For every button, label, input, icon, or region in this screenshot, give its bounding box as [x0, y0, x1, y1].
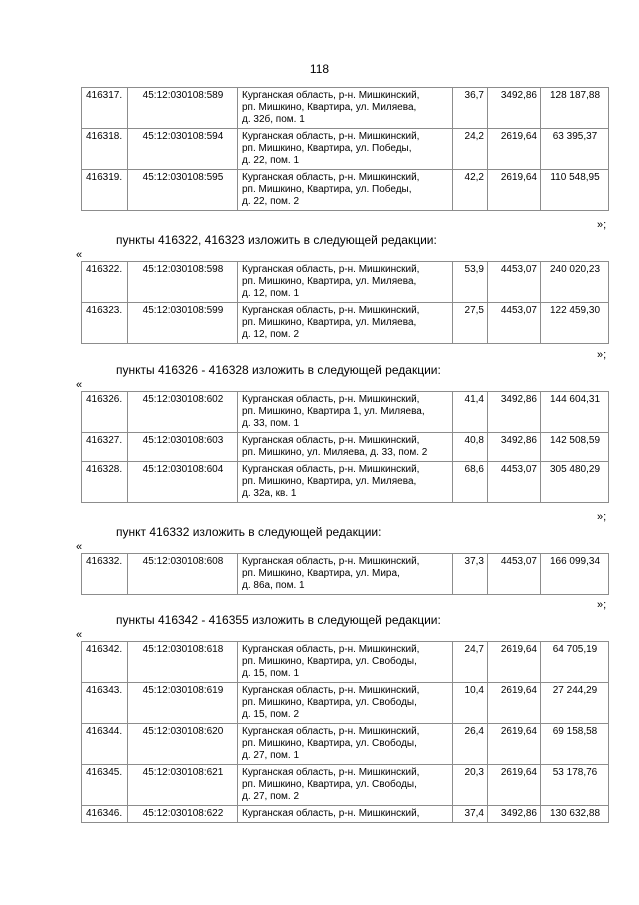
cadastral-number-cell: 45:12:030108:599: [128, 303, 238, 344]
item-number-cell: 416346.: [82, 806, 128, 823]
table-row: [82, 170, 609, 211]
address-line: Курганская область, р-н. Мишкинский,: [242, 131, 420, 142]
address-line: рп. Мишкино, ул. Миляева, д. 33, пом. 2: [242, 447, 428, 458]
area-cell: 24,7: [453, 642, 488, 683]
address-cell: [238, 303, 453, 344]
address-line: рп. Мишкино, Квартира, ул. Миляева,: [242, 317, 417, 328]
value-cell: 240 020,23: [541, 262, 609, 303]
address-line: д. 33, пом. 1: [242, 418, 300, 429]
opening-quote: «: [76, 379, 83, 391]
rate-cell: 3492,86: [488, 433, 541, 462]
value-cell: 128 187,88: [541, 88, 609, 129]
address-line: Курганская область, р-н. Мишкинский,: [242, 644, 420, 655]
address-line: Курганская область, р-н. Мишкинский,: [242, 464, 420, 475]
address-line: Курганская область, р-н. Мишкинский,: [242, 90, 420, 101]
amendment-heading: пункты 416342 - 416355 изложить в следующей редакции:: [116, 613, 441, 627]
area-cell: 36,7: [453, 88, 488, 129]
registry-table: [81, 553, 609, 595]
item-number-cell: 416327.: [82, 433, 128, 462]
item-number-cell: 416345.: [82, 765, 128, 806]
area-cell: 24,2: [453, 129, 488, 170]
rate-cell: 3492,86: [488, 806, 541, 823]
page-number: 118: [309, 62, 330, 76]
rate-cell: 2619,64: [488, 642, 541, 683]
address-cell: [238, 642, 453, 683]
rate-cell: 4453,07: [488, 303, 541, 344]
address-line: д. 86а, пом. 1: [242, 580, 305, 591]
item-number-cell: 416344.: [82, 724, 128, 765]
address-cell: [238, 88, 453, 129]
cadastral-number-cell: 45:12:030108:594: [128, 129, 238, 170]
address-line: Курганская область, р-н. Мишкинский,: [242, 808, 420, 819]
cadastral-number-cell: 45:12:030108:595: [128, 170, 238, 211]
address-line: д. 27, пом. 1: [242, 750, 300, 761]
address-cell: [238, 554, 453, 595]
closing-quote: »;: [597, 511, 607, 523]
amendment-heading: пункты 416326 - 416328 изложить в следующей редакции:: [116, 363, 441, 377]
address-cell: [238, 392, 453, 433]
address-line: Курганская область, р-н. Мишкинский,: [242, 556, 420, 567]
table-row: [82, 392, 609, 433]
area-cell: 37,3: [453, 554, 488, 595]
address-line: рп. Мишкино, Квартира, ул. Победы,: [242, 143, 412, 154]
address-line: д. 32б, пом. 1: [242, 114, 305, 125]
address-line: д. 22, пом. 1: [242, 155, 300, 166]
address-line: Курганская область, р-н. Мишкинский,: [242, 394, 420, 405]
item-number-cell: 416323.: [82, 303, 128, 344]
address-line: рп. Мишкино, Квартира, ул. Миляева,: [242, 276, 417, 287]
area-cell: 41,4: [453, 392, 488, 433]
address-line: д. 32а, кв. 1: [242, 488, 297, 499]
cadastral-number-cell: 45:12:030108:619: [128, 683, 238, 724]
table-row: [82, 129, 609, 170]
registry-table: [81, 391, 609, 503]
address-cell: [238, 170, 453, 211]
address-line: д. 27, пом. 2: [242, 791, 300, 802]
table-row: [82, 262, 609, 303]
address-line: рп. Мишкино, Квартира, ул. Победы,: [242, 184, 412, 195]
table-row: [82, 683, 609, 724]
amendment-heading: пункты 416322, 416323 изложить в следующей редакции:: [116, 233, 437, 247]
cadastral-number-cell: 45:12:030108:618: [128, 642, 238, 683]
registry-table: [81, 641, 609, 823]
value-cell: 110 548,95: [541, 170, 609, 211]
item-number-cell: 416332.: [82, 554, 128, 595]
registry-table: [81, 87, 609, 211]
area-cell: 37,4: [453, 806, 488, 823]
address-line: Курганская область, р-н. Мишкинский,: [242, 767, 420, 778]
address-cell: [238, 462, 453, 503]
cadastral-number-cell: 45:12:030108:604: [128, 462, 238, 503]
item-number-cell: 416322.: [82, 262, 128, 303]
address-line: д. 22, пом. 2: [242, 196, 300, 207]
value-cell: 305 480,29: [541, 462, 609, 503]
address-cell: [238, 129, 453, 170]
address-cell: [238, 806, 453, 823]
address-line: Курганская область, р-н. Мишкинский,: [242, 435, 420, 446]
value-cell: 63 395,37: [541, 129, 609, 170]
table-row: [82, 554, 609, 595]
item-number-cell: 416342.: [82, 642, 128, 683]
area-cell: 27,5: [453, 303, 488, 344]
area-cell: 40,8: [453, 433, 488, 462]
table-row: [82, 724, 609, 765]
rate-cell: 3492,86: [488, 88, 541, 129]
item-number-cell: 416328.: [82, 462, 128, 503]
table-row: [82, 462, 609, 503]
address-cell: [238, 433, 453, 462]
area-cell: 10,4: [453, 683, 488, 724]
rate-cell: 2619,64: [488, 170, 541, 211]
item-number-cell: 416343.: [82, 683, 128, 724]
cadastral-number-cell: 45:12:030108:620: [128, 724, 238, 765]
rate-cell: 2619,64: [488, 683, 541, 724]
closing-quote: »;: [597, 599, 607, 611]
address-line: Курганская область, р-н. Мишкинский,: [242, 172, 420, 183]
value-cell: 69 158,58: [541, 724, 609, 765]
address-line: д. 12, пом. 1: [242, 288, 300, 299]
address-line: Курганская область, р-н. Мишкинский,: [242, 305, 420, 316]
address-line: Курганская область, р-н. Мишкинский,: [242, 726, 420, 737]
area-cell: 53,9: [453, 262, 488, 303]
address-line: рп. Мишкино, Квартира, ул. Миляева,: [242, 476, 417, 487]
item-number-cell: 416317.: [82, 88, 128, 129]
address-line: рп. Мишкино, Квартира 1, ул. Миляева,: [242, 406, 425, 417]
area-cell: 68,6: [453, 462, 488, 503]
value-cell: 142 508,59: [541, 433, 609, 462]
address-line: рп. Мишкино, Квартира, ул. Свободы,: [242, 656, 417, 667]
address-line: рп. Мишкино, Квартира, ул. Миляева,: [242, 102, 417, 113]
address-line: рп. Мишкино, Квартира, ул. Свободы,: [242, 738, 417, 749]
item-number-cell: 416319.: [82, 170, 128, 211]
address-cell: [238, 724, 453, 765]
rate-cell: 4453,07: [488, 554, 541, 595]
item-number-cell: 416326.: [82, 392, 128, 433]
value-cell: 130 632,88: [541, 806, 609, 823]
address-cell: [238, 765, 453, 806]
value-cell: 144 604,31: [541, 392, 609, 433]
value-cell: 27 244,29: [541, 683, 609, 724]
rate-cell: 2619,64: [488, 765, 541, 806]
table-row: [82, 303, 609, 344]
opening-quote: «: [76, 249, 83, 261]
value-cell: 64 705,19: [541, 642, 609, 683]
address-line: д. 15, пом. 1: [242, 668, 300, 679]
cadastral-number-cell: 45:12:030108:589: [128, 88, 238, 129]
closing-quote: »;: [597, 219, 607, 231]
address-cell: [238, 683, 453, 724]
cadastral-number-cell: 45:12:030108:603: [128, 433, 238, 462]
address-line: д. 15, пом. 2: [242, 709, 300, 720]
item-number-cell: 416318.: [82, 129, 128, 170]
rate-cell: 3492,86: [488, 392, 541, 433]
rate-cell: 4453,07: [488, 462, 541, 503]
address-line: рп. Мишкино, Квартира, ул. Свободы,: [242, 779, 417, 790]
table-row: [82, 765, 609, 806]
cadastral-number-cell: 45:12:030108:602: [128, 392, 238, 433]
table-row: [82, 642, 609, 683]
area-cell: 20,3: [453, 765, 488, 806]
rate-cell: 2619,64: [488, 129, 541, 170]
rate-cell: 4453,07: [488, 262, 541, 303]
table-row: [82, 433, 609, 462]
value-cell: 166 099,34: [541, 554, 609, 595]
cadastral-number-cell: 45:12:030108:598: [128, 262, 238, 303]
address-line: д. 12, пом. 2: [242, 329, 300, 340]
cadastral-number-cell: 45:12:030108:621: [128, 765, 238, 806]
area-cell: 42,2: [453, 170, 488, 211]
value-cell: 122 459,30: [541, 303, 609, 344]
cadastral-number-cell: 45:12:030108:608: [128, 554, 238, 595]
rate-cell: 2619,64: [488, 724, 541, 765]
address-line: Курганская область, р-н. Мишкинский,: [242, 685, 420, 696]
table-row: [82, 88, 609, 129]
address-line: рп. Мишкино, Квартира, ул. Мира,: [242, 568, 400, 579]
opening-quote: «: [76, 541, 83, 553]
table-row: [82, 806, 609, 823]
address-line: рп. Мишкино, Квартира, ул. Свободы,: [242, 697, 417, 708]
address-line: Курганская область, р-н. Мишкинский,: [242, 264, 420, 275]
closing-quote: »;: [597, 349, 607, 361]
opening-quote: «: [76, 629, 83, 641]
registry-table: [81, 261, 609, 344]
amendment-heading: пункт 416332 изложить в следующей редакции:: [116, 525, 382, 539]
address-cell: [238, 262, 453, 303]
area-cell: 26,4: [453, 724, 488, 765]
cadastral-number-cell: 45:12:030108:622: [128, 806, 238, 823]
value-cell: 53 178,76: [541, 765, 609, 806]
